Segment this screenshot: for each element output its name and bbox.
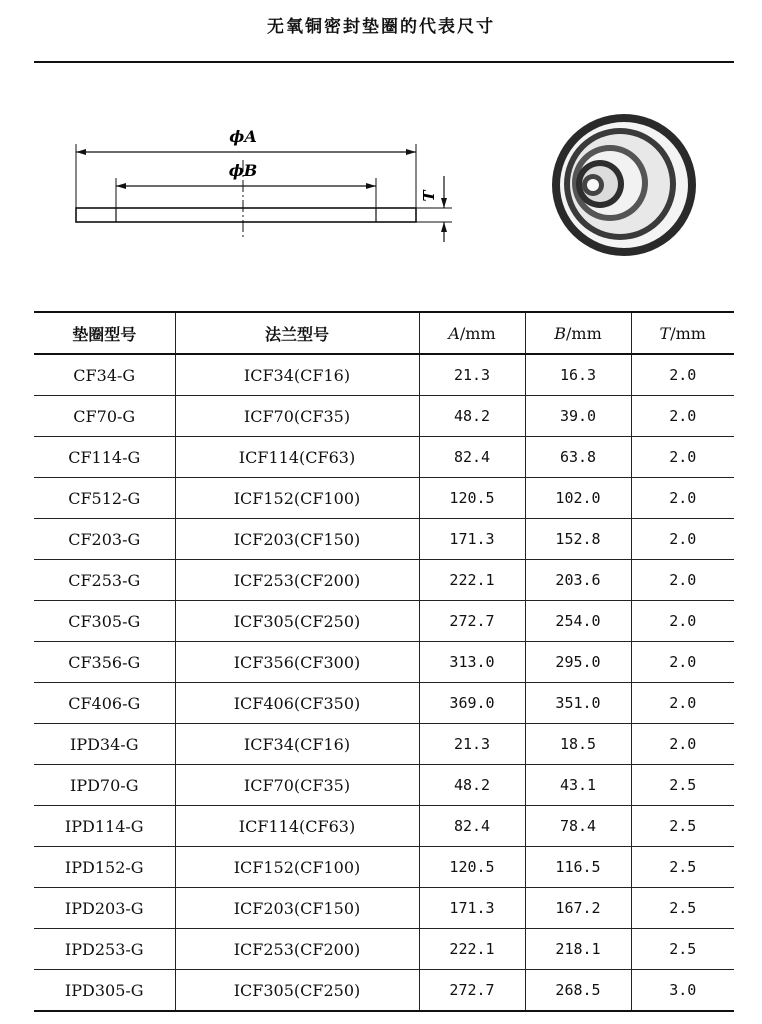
t-mm-cell: 2.0 — [631, 560, 734, 601]
table-row — [34, 560, 734, 601]
gasket-model-cell: CF305-G — [34, 601, 175, 642]
t-mm-cell: 2.0 — [631, 437, 734, 478]
a-mm-cell: 272.7 — [419, 601, 525, 642]
table-row — [34, 354, 734, 396]
table-row — [34, 929, 734, 970]
label-t: T — [420, 190, 438, 202]
table-row — [34, 478, 734, 519]
header-a-mm: A/mm — [419, 312, 525, 354]
a-mm-cell: 222.1 — [419, 560, 525, 601]
a-mm-cell: 272.7 — [419, 970, 525, 1012]
a-mm-cell: 120.5 — [419, 847, 525, 888]
gasket-model-cell: CF34-G — [34, 354, 175, 396]
gasket-cross-section-diagram — [60, 110, 460, 250]
a-mm-cell: 82.4 — [419, 806, 525, 847]
table-header-row — [34, 312, 734, 354]
flange-model-cell: ICF34(CF16) — [175, 724, 419, 765]
t-mm-cell: 2.0 — [631, 601, 734, 642]
a-mm-cell: 21.3 — [419, 724, 525, 765]
gasket-model-cell: IPD203-G — [34, 888, 175, 929]
table-row — [34, 642, 734, 683]
gasket-model-cell: IPD152-G — [34, 847, 175, 888]
flange-model-cell: ICF152(CF100) — [175, 847, 419, 888]
header-flange-model: 法兰型号 — [175, 312, 419, 354]
gasket-model-cell: IPD305-G — [34, 970, 175, 1012]
flange-model-cell: ICF70(CF35) — [175, 765, 419, 806]
table-row — [34, 970, 734, 1012]
b-mm-cell: 63.8 — [525, 437, 631, 478]
table-row — [34, 396, 734, 437]
t-mm-cell: 2.0 — [631, 642, 734, 683]
a-mm-cell: 313.0 — [419, 642, 525, 683]
flange-model-cell: ICF203(CF150) — [175, 888, 419, 929]
flange-model-cell: ICF406(CF350) — [175, 683, 419, 724]
b-mm-cell: 18.5 — [525, 724, 631, 765]
page-title: 无氧铜密封垫圈的代表尺寸 — [267, 17, 495, 37]
a-mm-cell: 222.1 — [419, 929, 525, 970]
label-phi-a: ϕA — [229, 127, 257, 146]
flange-model-cell: ICF253(CF200) — [175, 929, 419, 970]
a-mm-cell: 171.3 — [419, 888, 525, 929]
flange-model-cell: ICF203(CF150) — [175, 519, 419, 560]
t-mm-cell: 2.0 — [631, 478, 734, 519]
b-mm-cell: 16.3 — [525, 354, 631, 396]
flange-model-cell: ICF356(CF300) — [175, 642, 419, 683]
b-mm-cell: 218.1 — [525, 929, 631, 970]
gasket-model-cell: CF406-G — [34, 683, 175, 724]
gasket-model-cell: CF253-G — [34, 560, 175, 601]
b-mm-cell: 43.1 — [525, 765, 631, 806]
gasket-body — [76, 208, 416, 222]
gasket-model-cell: IPD253-G — [34, 929, 175, 970]
table-row — [34, 519, 734, 560]
t-mm-cell: 2.5 — [631, 888, 734, 929]
header-gasket-model: 垫圈型号 — [34, 312, 175, 354]
table-row — [34, 437, 734, 478]
t-mm-cell: 2.5 — [631, 765, 734, 806]
a-mm-cell: 369.0 — [419, 683, 525, 724]
a-mm-cell: 48.2 — [419, 765, 525, 806]
b-mm-cell: 78.4 — [525, 806, 631, 847]
gasket-rings-photo — [548, 110, 700, 260]
t-mm-cell: 2.0 — [631, 354, 734, 396]
a-mm-cell: 171.3 — [419, 519, 525, 560]
flange-model-cell: ICF253(CF200) — [175, 560, 419, 601]
header-t-mm: T/mm — [631, 312, 734, 354]
b-mm-cell: 39.0 — [525, 396, 631, 437]
b-mm-cell: 295.0 — [525, 642, 631, 683]
flange-model-cell: ICF70(CF35) — [175, 396, 419, 437]
title-rule — [34, 61, 734, 63]
b-mm-cell: 167.2 — [525, 888, 631, 929]
t-mm-cell: 2.5 — [631, 847, 734, 888]
header-b-mm: B/mm — [525, 312, 631, 354]
b-mm-cell: 254.0 — [525, 601, 631, 642]
gasket-model-cell: CF512-G — [34, 478, 175, 519]
b-mm-cell: 152.8 — [525, 519, 631, 560]
gasket-model-cell: IPD70-G — [34, 765, 175, 806]
gasket-model-cell: CF114-G — [34, 437, 175, 478]
flange-model-cell: ICF305(CF250) — [175, 970, 419, 1012]
table-row — [34, 888, 734, 929]
gasket-model-cell: IPD34-G — [34, 724, 175, 765]
a-mm-cell: 21.3 — [419, 354, 525, 396]
table-row — [34, 683, 734, 724]
table-row — [34, 601, 734, 642]
b-mm-cell: 351.0 — [525, 683, 631, 724]
t-mm-cell: 2.0 — [631, 396, 734, 437]
b-mm-cell: 268.5 — [525, 970, 631, 1012]
b-mm-cell: 116.5 — [525, 847, 631, 888]
t-mm-cell: 2.0 — [631, 519, 734, 560]
gasket-model-cell: CF356-G — [34, 642, 175, 683]
label-phi-b: ϕB — [228, 161, 258, 180]
t-mm-cell: 2.5 — [631, 806, 734, 847]
flange-model-cell: ICF152(CF100) — [175, 478, 419, 519]
flange-model-cell: ICF34(CF16) — [175, 354, 419, 396]
table-row — [34, 847, 734, 888]
t-mm-cell: 2.0 — [631, 724, 734, 765]
table-row — [34, 765, 734, 806]
t-mm-cell: 3.0 — [631, 970, 734, 1012]
flange-model-cell: ICF114(CF63) — [175, 437, 419, 478]
b-mm-cell: 203.6 — [525, 560, 631, 601]
flange-model-cell: ICF114(CF63) — [175, 806, 419, 847]
t-mm-cell: 2.0 — [631, 683, 734, 724]
t-mm-cell: 2.5 — [631, 929, 734, 970]
gasket-model-cell: CF203-G — [34, 519, 175, 560]
a-mm-cell: 82.4 — [419, 437, 525, 478]
gasket-model-cell: CF70-G — [34, 396, 175, 437]
table-row — [34, 724, 734, 765]
flange-model-cell: ICF305(CF250) — [175, 601, 419, 642]
a-mm-cell: 48.2 — [419, 396, 525, 437]
b-mm-cell: 102.0 — [525, 478, 631, 519]
a-mm-cell: 120.5 — [419, 478, 525, 519]
table-row — [34, 806, 734, 847]
gasket-model-cell: IPD114-G — [34, 806, 175, 847]
gasket-dimensions-table — [34, 311, 734, 1012]
